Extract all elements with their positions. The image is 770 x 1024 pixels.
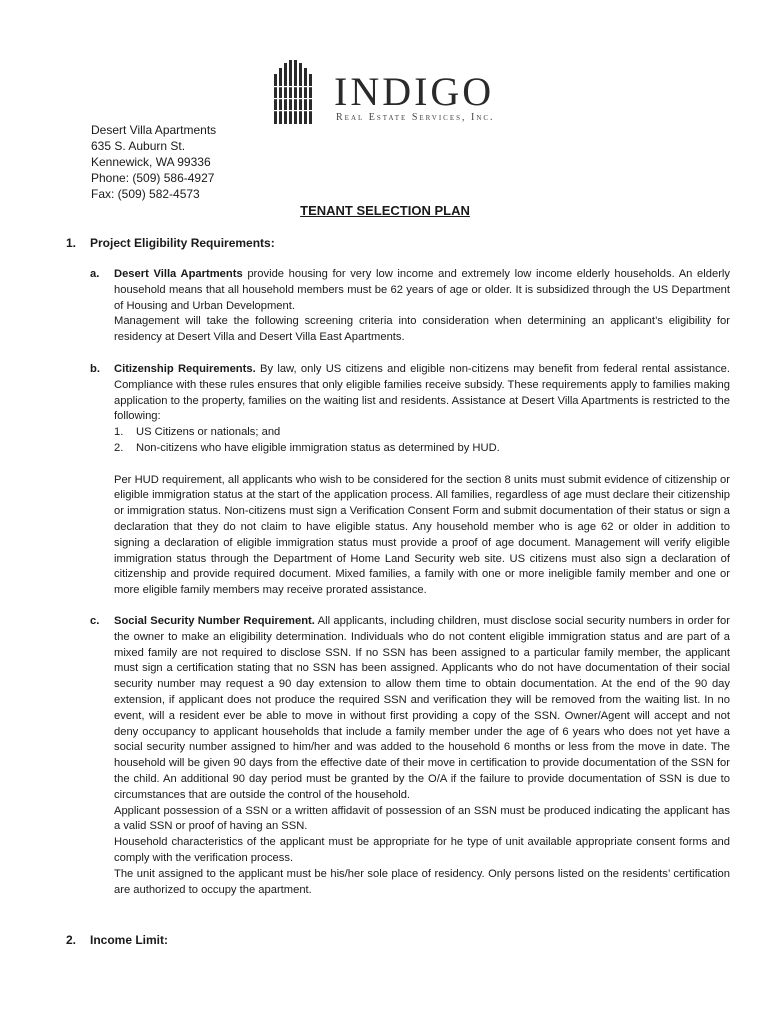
company-logo <box>274 60 514 130</box>
item-b-citizenship <box>90 362 730 599</box>
section-1-heading <box>66 235 275 251</box>
phone-number: Phone: (509) 586-4927 <box>91 171 215 185</box>
property-name: Desert Villa Apartments <box>91 123 217 137</box>
item-b-text: By law, only US citizens and eligible non-citizens may benefit from federal rental assistance. Compliance with these rules ensures that only eligible families receive subsidy. These requirements apply to families making application to the property, families on the waiting list and residents. Assistance at Desert Villa Apartments is restricted to the following: <box>114 363 730 423</box>
address-block <box>91 122 216 202</box>
section-2-heading <box>66 932 168 948</box>
building-icon <box>274 60 318 124</box>
document-title: TENANT SELECTION PLAN <box>300 203 470 218</box>
section-2-title: Income Limit: <box>90 933 169 947</box>
item-c-lead: Social Security Number Requirement. <box>114 615 315 627</box>
item-b-letter: b. <box>90 363 100 375</box>
item-a-letter: a. <box>90 268 100 280</box>
logo-tagline: Real Estate Services, Inc. <box>336 112 495 123</box>
item-a-eligibility <box>90 267 730 346</box>
list-item <box>114 441 730 457</box>
item-c-letter: c. <box>90 615 100 627</box>
logo-wordmark: INDIGO <box>334 69 495 114</box>
item-a-paragraph-2: Management will take the following screening criteria into consideration when determining an applicant’s eligibility for residency at Desert Villa and Desert Villa East Apartments. <box>114 315 730 344</box>
item-a-lead: Desert Villa Apartments <box>114 268 243 280</box>
list-item-text: US Citizens or nationals; and <box>136 426 281 439</box>
list-item-number: 2. <box>114 441 124 454</box>
street-address: 635 S. Auburn St. <box>91 139 186 153</box>
item-a-paragraph <box>114 267 730 314</box>
item-c-paragraph-3: Household characteristics of the applicant must be appropriate for he type of unit available appropriate consent forms and comply with the verification process. <box>114 836 730 864</box>
city-state-zip: Kennewick, WA 99336 <box>91 155 211 169</box>
item-b-paragraph <box>114 362 730 425</box>
list-item <box>114 425 730 441</box>
item-c-text: All applicants, including children, must disclose social security numbers in order for the owner to make an eligibility determination. Individuals who do not content eligible immigration status and are part of a mixed family are not required to disclose SSN. If no SSN has been assigned to a particular family member, the applicant must sign a certification stating that no SSN has been assigned. Applicants who do not have documentation of their social security number may request a 90 day extension to allow them time to obtain documentation. At the end of the 90 day extension, if applicant does not produce the required SSN and verification they will be removed from the waiting list. In no event, will a resident ever be able to move in without first providing a copy of the SSN. Owner/Agent will accept and not deny occupancy to applicant households that include a family member under the age of 6 years who does not yet have a social security number assigned to him/her and was added to the household 6 months or less from the move in date. The household will be given 90 days from the effective date of their move in certification to provide documentation of the SSN for the child. An additional 90 day period must be granted by the O/A if the failure to provide documentation of SSN is due to circumstances that are outside the control of the household. <box>114 615 730 801</box>
section-2-number: 2. <box>66 933 77 947</box>
item-b-lead: Citizenship Requirements. <box>114 363 256 375</box>
item-c-paragraph-4: The unit assigned to the applicant must be his/her sole place of residency. Only persons listed on the residents’ certification are authorized to occupy the apartment. <box>114 867 730 896</box>
item-c-ssn <box>90 614 730 898</box>
item-c-paragraph-2: Applicant possession of a SSN or a written affidavit of possession of an SSN must be produced indicating the applicant has a valid SSN or proof of having an SSN. <box>114 804 730 833</box>
list-item-text: Non-citizens who have eligible immigration status as determined by HUD. <box>136 441 500 454</box>
item-a-text: provide housing for very low income and extremely low income elderly households. An elderly household means that all household members must be 62 years of age or older. It is subsidized through the US Department of Housing and Urban Development. <box>114 268 730 312</box>
item-b-paragraph-2: Per HUD requirement, all applicants who wish to be considered for the section 8 units must submit evidence of citizenship or eligible immigration status at the start of the application process. All families, regardless of age must declare their citizenship or immigration status. Non-citizens must sign a Verification Consent Form and submit documentation of their status or sign a declaration that they do not claim to have eligible status. Any household member who is age 62 or older in addition to signing a declaration of eligible immigration status must provide a proof of age document. Management will verify eligible immigration status through the Department of Home Land Security web site. US citizens must also sign a declaration of citizenship and provide required document. Mixed families, a family with one or more ineligible family member and one or more eligible family members may receive prorated assistance. <box>114 473 730 597</box>
item-c-paragraph <box>114 614 730 804</box>
fax-number: Fax: (509) 582-4573 <box>91 187 200 201</box>
section-1-number: 1. <box>66 236 77 250</box>
section-1-title: Project Eligibility Requirements: <box>90 236 275 250</box>
list-item-number: 1. <box>114 426 124 439</box>
